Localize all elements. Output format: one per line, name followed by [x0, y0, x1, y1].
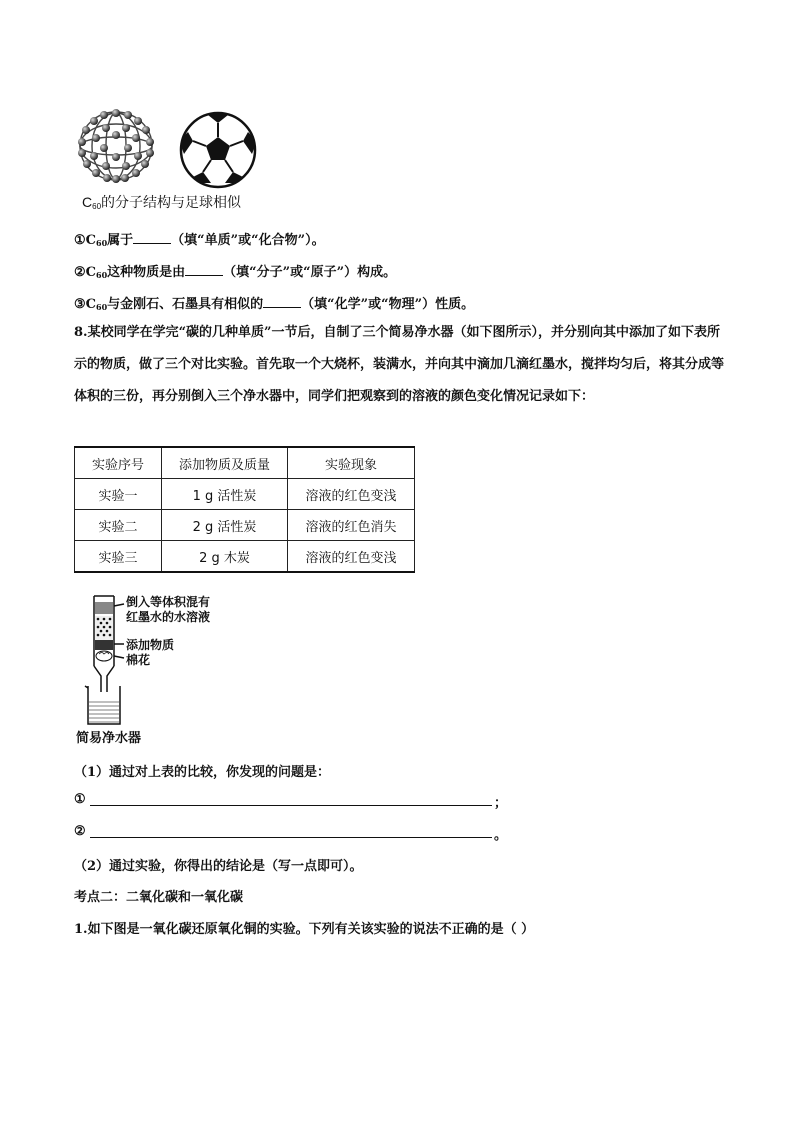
table-header: 实验现象 — [288, 447, 415, 479]
problem-1-text: 1.如下图是一氧化碳还原氧化铜的实验。下列有关该实验的说法不正确的是（ ） — [74, 922, 535, 937]
blank-2-end: 。 — [494, 828, 508, 843]
table-header: 添加物质及质量 — [162, 447, 288, 479]
blank-2-number: ② — [74, 824, 86, 839]
question-1: $①C_{60}$属于 （填“单质”或“化合物”）。 — [74, 233, 325, 248]
table-cell: 溶液的红色消失 — [288, 510, 415, 541]
purifier-caption: 简易净水器 — [76, 731, 142, 746]
blank-1-number: ① — [74, 792, 86, 807]
question-3: $③C_{60}$与金刚石、石墨具有相似的 （填“化学”或“物理”）性质。 — [74, 297, 475, 312]
section-title: 考点二：二氧化碳和一氧化碳 — [74, 890, 244, 905]
answer-line-1[interactable] — [90, 805, 492, 806]
purifier-label-added-substance: 添加物质 — [126, 638, 175, 652]
table-cell: 1 g 活性炭 — [162, 479, 288, 510]
sub-question-1: （1）通过对上表的比较，你发现的问题是： — [74, 765, 331, 780]
purifier-label-top-2: 红墨水的水溶液 — [126, 610, 211, 624]
table-row — [75, 479, 415, 510]
purifier-label-top: 倒入等体积混有 — [126, 595, 211, 609]
table-cell: 实验一 — [75, 479, 162, 510]
problem-8-text: 8.某校同学在学完“碳的几种单质”一节后，自制了三个简易净水器（如下图所示），并分别向其中添加了如下表所示的物质，做了三个对比实验。首先取一个大烧杯，装满水，并向其中滴加几滴红墨水，搅拌均匀后，将其分成等体积的三份，再分别倒入三个净水器中，同学们把观察到的溶液的颜色变化情况记录如下： — [74, 325, 725, 404]
table-header-row — [75, 447, 415, 479]
answer-blank[interactable] — [263, 295, 301, 308]
answer-line-2[interactable] — [90, 837, 492, 838]
answer-blank[interactable] — [185, 263, 223, 276]
table-cell: 实验三 — [75, 541, 162, 573]
figure1-caption: $C_{60}$的分子结构与足球相似 — [82, 194, 242, 211]
table-header: 实验序号 — [75, 447, 162, 479]
table-cell: 2 g 木炭 — [162, 541, 288, 573]
purifier-label-cotton: 棉花 — [126, 653, 151, 667]
table-cell: 溶液的红色变浅 — [288, 541, 415, 573]
table-row — [75, 510, 415, 541]
soccer-ball-icon — [178, 111, 258, 189]
c60-molecule-icon — [74, 108, 158, 184]
table-cell: 溶液的红色变浅 — [288, 479, 415, 510]
question-2: $②C_{60}$这种物质是由 （填“分子”或“原子”）构成。 — [74, 265, 397, 280]
table-cell: 实验二 — [75, 510, 162, 541]
table-row — [75, 541, 415, 573]
blank-1-end: ； — [494, 796, 508, 811]
answer-blank[interactable] — [133, 231, 171, 244]
sub-question-2: （2）通过实验，你得出的结论是（写一点即可）。 — [74, 859, 363, 874]
table-cell: 2 g 活性炭 — [162, 510, 288, 541]
experiment-table — [74, 446, 415, 573]
